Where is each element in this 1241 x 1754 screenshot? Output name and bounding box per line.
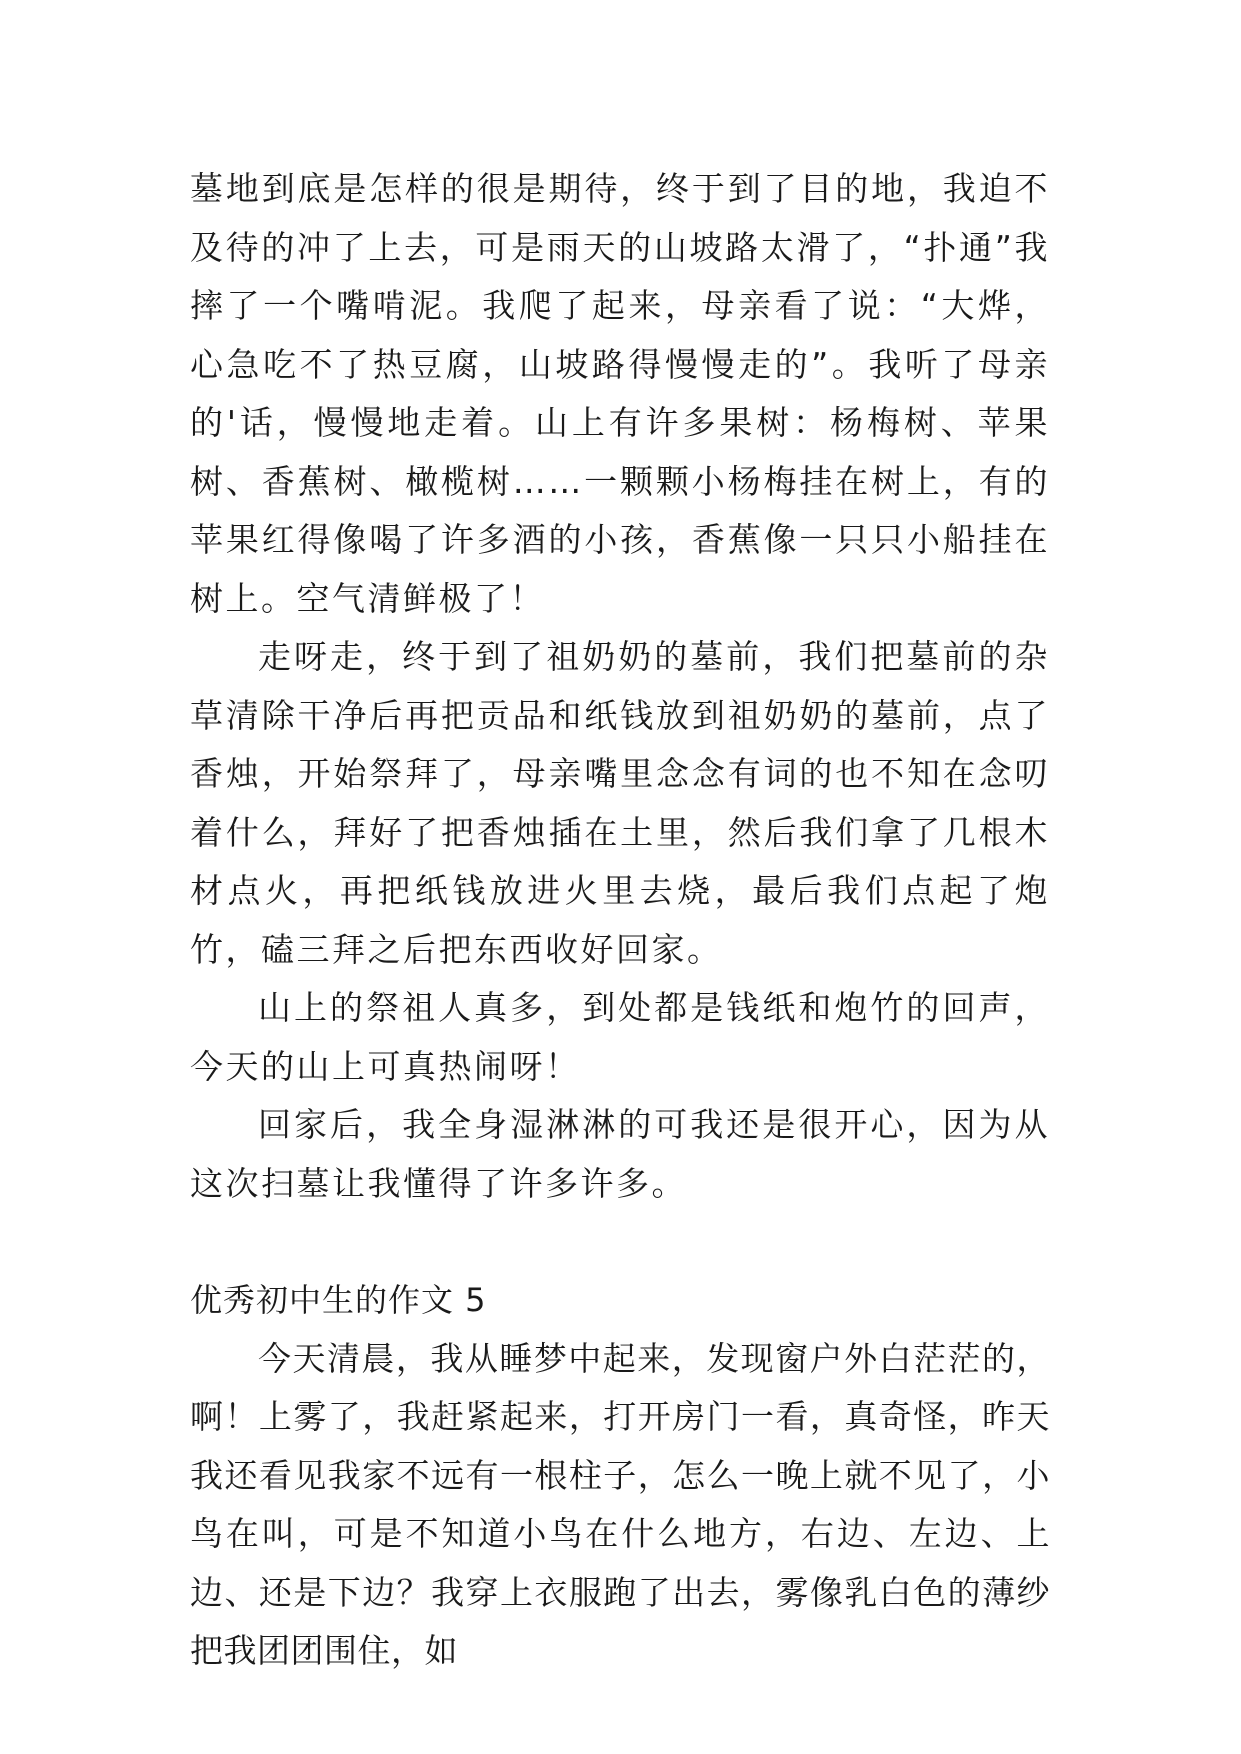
- paragraph-grave-visit: 走呀走，终于到了祖奶奶的墓前，我们把墓前的杂草清除干净后再把贡品和纸钱放到祖奶奶的墓前，点了香烛，开始祭拜了，母亲嘴里念念有词的也不知在念叨着什么，拜好了把香烛插在土里，然后我们拿了几根木材点火，再把纸钱放进火里去烧，最后我们点起了炮竹，磕三拜之后把东西收好回家。: [190, 637, 1050, 969]
- paragraph-return-home: 回家后，我全身湿淋淋的可我还是很开心，因为从这次扫墓让我懂得了许多许多。: [190, 1105, 1050, 1203]
- paragraph-mountain-crowd: 山上的祭祖人真多，到处都是钱纸和炮竹的回声，今天的山上可真热闹呀！: [190, 988, 1050, 1086]
- section-title: 优秀初中生的作文 5: [190, 1281, 487, 1319]
- paragraph-foggy-morning: 今天清晨，我从睡梦中起来，发现窗户外白茫茫的，啊！上雾了，我赶紧起来，打开房门一看，真奇怪，昨天我还看见我家不远有一根柱子，怎么一晚上就不见了，小鸟在叫，可是不知道小鸟在什么地方，右边、左边、上边、还是下边？我穿上衣服跑了出去，雾像乳白色的薄纱把我团团围住，如: [190, 1338, 1050, 1670]
- document-body: [190, 160, 1050, 1681]
- paragraph-orchard: 墓地到底是怎样的很是期待，终于到了目的地，我迫不及待的冲了上去，可是雨天的山坡路太滑了，“扑通”我摔了一个嘴啃泥。我爬了起来，母亲看了说：“大烨，心急吃不了热豆腐，山坡路得慢慢走的”。我听了母亲的'话，慢慢地走着。山上有许多果树：杨梅树、苹果树、香蕉树、橄榄树……一颗颗小杨梅挂在树上，有的苹果红得像喝了许多酒的小孩，香蕉像一只只小船挂在树上。空气清鲜极了！: [190, 169, 1050, 618]
